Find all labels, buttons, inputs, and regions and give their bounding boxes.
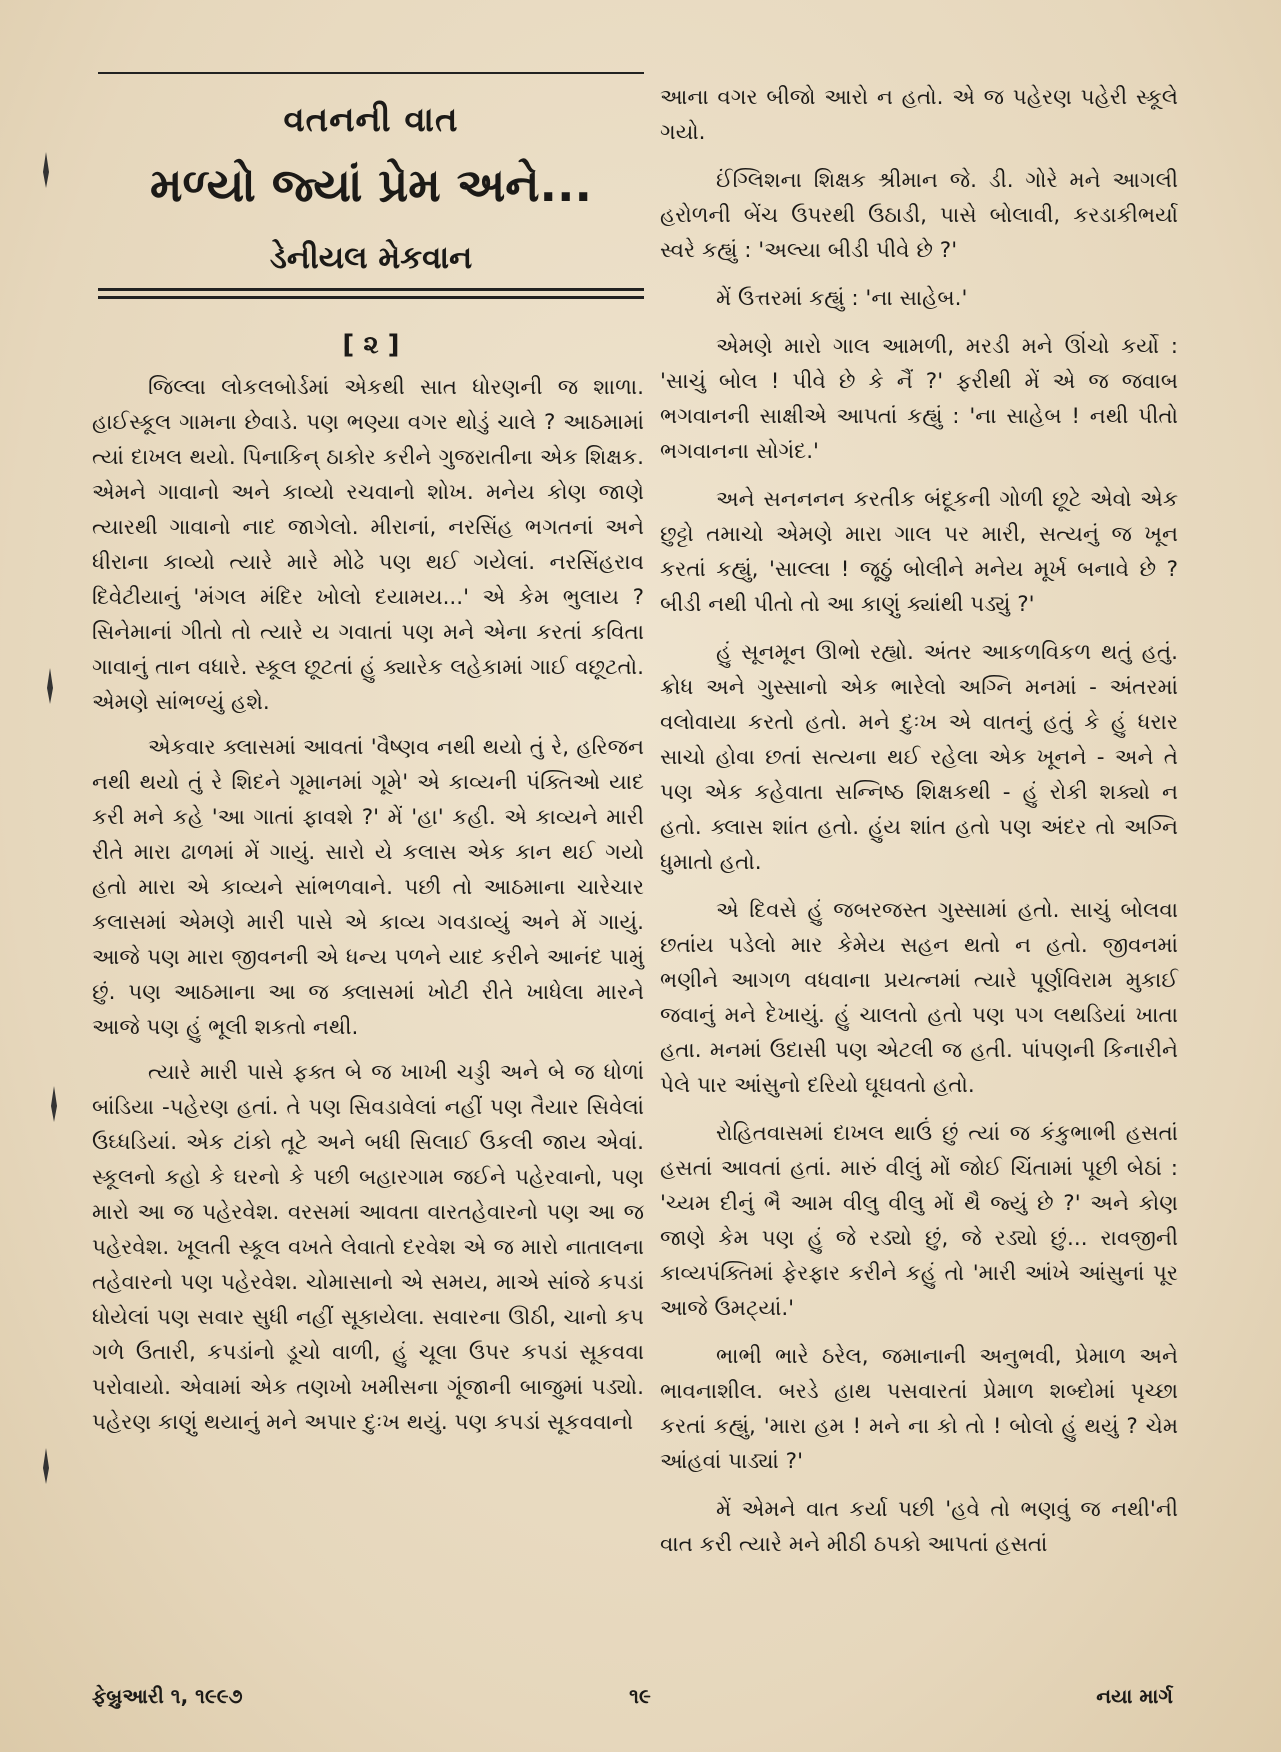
binding-staple-icon bbox=[40, 152, 52, 188]
binding-staple-icon bbox=[40, 1448, 52, 1484]
paragraph: એ દિવસે હું જબરજસ્ત ગુસ્સામાં હતો. સાચું બોલવા છતાંય પડેલો માર કેમેય સહન થતો ન હતો. જીવનમાં ભણીને આગળ વધવાના પ્રયત્નમાં ત્યારે પૂર્ણવિરામ મુકાઈ જવાનું મને દેખાયું. હું ચાલતો હતો પણ પગ લથડિયાં ખાતા હતા. મનમાં ઉદાસી પણ એટલી જ હતી. પાંપણની કિનારીને પેલે પાર આંસુનો દરિયો ઘૂઘવતો હતો. bbox=[660, 898, 1178, 1098]
footer-page-number: ૧૯ bbox=[629, 1684, 651, 1708]
binding-staple-icon bbox=[44, 668, 56, 704]
paragraph: એમણે મારો ગાલ આમળી, મરડી મને ઊંચો કર્યો : 'સાચું બોલ ! પીવે છે કે નૈં ?' ફરીથી મેં એ જ જવાબ ભગવાનની સાક્ષીએ આપતાં કહ્યું : 'ના સાહેબ ! નથી પીતો ભગવાનના સોગંદ.' bbox=[660, 334, 1178, 464]
paragraph: એકવાર ક્લાસમાં આવતાં 'વૈષ્ણવ નથી થયો તું રે, હરિજન નથી થયો તું રે શિદને ગૂમાનમાં ગૂમે' એ કાવ્યની પંક્તિઓ યાદ કરી મને કહે 'આ ગાતાં ફાવશે ?' મેં 'હા' કહી. એ કાવ્યને મારી રીતે મારા ઢાળમાં મેં ગાયું. સારો યે કલાસ એક કાન થઈ ગયો હતો મારા એ કાવ્યને સાંભળવાને. પછી તો આઠમાના ચારેચાર કલાસમાં એમણે મારી પાસે એ કાવ્ય ગવડાવ્યું અને મેં ગાયું. આજે પણ મારા જીવનની એ ધન્ય પળને યાદ કરીને આનંદ પામું છું. પણ આઠમાના આ જ ક્લાસમાં ખોટી રીતે ખાધેલા મારને આજે પણ હું ભૂલી શકતો નથી. bbox=[92, 735, 644, 1040]
paragraph: જિલ્લા લોકલબોર્ડમાં એકથી સાત ધોરણની જ શાળા. હાઈસ્કૂલ ગામના છેવાડે. પણ ભણ્યા વગર થોડું ચાલે ? આઠમામાં ત્યાં દાખલ થયો. પિનાકિન્ ઠાકોર કરીને ગુજરાતીના એક શિક્ષક. એમને ગાવાનો અને કાવ્યો રચવાનો શોખ. મનેય કોણ જાણે ત્યારથી ગાવાનો નાદ જાગેલો. મીરાનાં, નરસિંહ ભગતનાં અને ધીરાના કાવ્યો ત્યારે મારે મોઢે પણ થઈ ગયેલાં. નરસિંહરાવ દિવેટીયાનું 'મંગલ મંદિર ખોલો દયામય...' એ કેમ ભુલાય ? સિનેમાનાં ગીતો તો ત્યારે ય ગવાતાં પણ મને એના કરતાં કવિતા ગાવાનું તાન વધારે. સ્કૂલ છૂટતાં હું ક્યારેક લહેકામાં ગાઈ વછૂટતો. એમણે સાંભળ્યું હશે. bbox=[92, 375, 644, 715]
footer-date: ફેબ્રુઆરી ૧, ૧૯૯૭ bbox=[92, 1684, 243, 1708]
left-column bbox=[92, 370, 644, 1450]
part-number: [ ૨ ] bbox=[342, 330, 400, 360]
paragraph: મેં એમને વાત કર્યા પછી 'હવે તો ભણવું જ નથી'ની વાત કરી ત્યારે મને મીઠી ઠપકો આપતાં હસતાં bbox=[660, 1497, 1178, 1557]
binding-staple-icon bbox=[48, 1086, 60, 1122]
double-rule-top bbox=[98, 288, 644, 291]
paragraph: રોહિતવાસમાં દાખલ થાઉં છું ત્યાં જ કંકુભાભી હસતાં હસતાં આવતાં હતાં. મારું વીલું મોં જોઈ ચિંતામાં પૂછી બેઠાં : 'ચ્યમ દીનું ભૈ આમ વીલુ વીલુ મોં થૈ જ્યું છે ?' અને કોણ જાણે કેમ પણ હું જે રડ્યો છું, જે રડ્યો છું... રાવજીની કાવ્યપંક્તિમાં ફેરફાર કરીને કહું તો 'મારી આંખે આંસુનાં પૂર આજે ઉમટ્યાં.' bbox=[660, 1121, 1178, 1321]
article-byline: ડેનીયલ મેકવાન bbox=[269, 240, 473, 276]
paragraph: મેં ઉત્તરમાં કહ્યું : 'ના સાહેબ.' bbox=[716, 286, 968, 311]
double-rule-bottom bbox=[98, 296, 644, 299]
paragraph: હું સૂનમૂન ઊભો રહ્યો. અંતર આકળવિકળ થતું હતું. ક્રોધ અને ગુસ્સાનો એક ભારેલો અગ્નિ મનમાં - અંતરમાં વલોવાયા કરતો હતો. મને દુઃખ એ વાતનું હતું કે હું ધરાર સાચો હોવા છતાં સત્યના થઈ રહેલા એક ખૂનને - અને તે પણ એક કહેવાતા સન્નિષ્ઠ શિક્ષકથી - હું રોકી શક્યો ન હતો. ક્લાસ શાંત હતો. હુંય શાંત હતો પણ અંદર તો અગ્નિ ધુમાતો હતો. bbox=[660, 640, 1178, 875]
footer-publication: નયા માર્ગ bbox=[1096, 1684, 1173, 1708]
paragraph: આના વગર બીજો આરો ન હતો. એ જ પહેરણ પહેરી સ્કૂલે ગયો. bbox=[660, 85, 1178, 145]
top-rule bbox=[98, 72, 644, 74]
paragraph: ત્યારે મારી પાસે ફક્ત બે જ ખાખી ચડ્ડી અને બે જ ધોળાં બાંડિયા -પહેરણ હતાં. તે પણ સિવડાવેલાં નહીં પણ તૈયાર સિવેલાં ઉઘ્ધડિયાં. એક ટાંકો તૂટે અને બધી સિલાઈ ઉકલી જાય એવાં. સ્કૂલનો કહો કે ઘરનો કે પછી બહારગામ જઈને પહેરવાનો, પણ મારો આ જ પહેરવેશ. વરસમાં આવતા વારતહેવારનો પણ આ જ પહેરવેશ. ખૂલતી સ્કૂલ વખતે લેવાતો દરવેશ એ જ મારો નાતાલના તહેવારનો પણ પહેરવેશ. ચોમાસાનો એ સમય, માએ સાંજે કપડાં ધોયેલાં પણ સવાર સુધી નહીં સૂકાયેલા. સવારના ઊઠી, ચાનો કપ ગળે ઉતારી, કપડાંનો ડૂચો વાળી, હું ચૂલા ઉપર કપડાં સૂકવવા પરોવાયો. એવામાં એક તણખો ખમીસના ગૂંજાની બાજુમાં પડ્યો. પહેરણ કાણું થયાનું મને અપાર દુઃખ થયું. પણ કપડાં સૂકવવાનો bbox=[92, 1060, 644, 1435]
article-headline: મળ્યો જ્યાં પ્રેમ અને... bbox=[150, 158, 592, 212]
paragraph: અને સનનનન કરતીક બંદૂકની ગોળી છૂટે એવો એક છુટ્ટો તમાચો એમણે મારા ગાલ પર મારી, સત્યનું જ ખૂન કરતાં કહ્યું, 'સાલ્લા ! જૂઠું બોલીને મનેય મૂર્ખ બનાવે છે ? બીડી નથી પીતો તો આ કાણું ક્યાંથી પડ્યું ?' bbox=[660, 487, 1178, 617]
column-kicker: વતનની વાત bbox=[283, 100, 459, 140]
paragraph: ભાભી ભારે ઠરેલ, જમાનાની અનુભવી, પ્રેમાળ અને ભાવનાશીલ. બરડે હાથ પસવારતાં પ્રેમાળ શબ્દોમાં પૃચ્છા કરતાં કહ્યું, 'મારા હમ ! મને ના કો તો ! બોલો હું થયું ? ચેમ આંહવાં પાડ્યાં ?' bbox=[660, 1344, 1178, 1474]
paragraph: ઈંગ્લિશના શિક્ષક શ્રીમાન જે. ડી. ગોરે મને આગલી હરોળની બેંચ ઉપરથી ઉઠાડી, પાસે બોલાવી, કરડાકીભર્યા સ્વરે કહ્યું : 'અલ્યા બીડી પીવે છે ?' bbox=[660, 168, 1178, 263]
right-column bbox=[660, 80, 1178, 1575]
